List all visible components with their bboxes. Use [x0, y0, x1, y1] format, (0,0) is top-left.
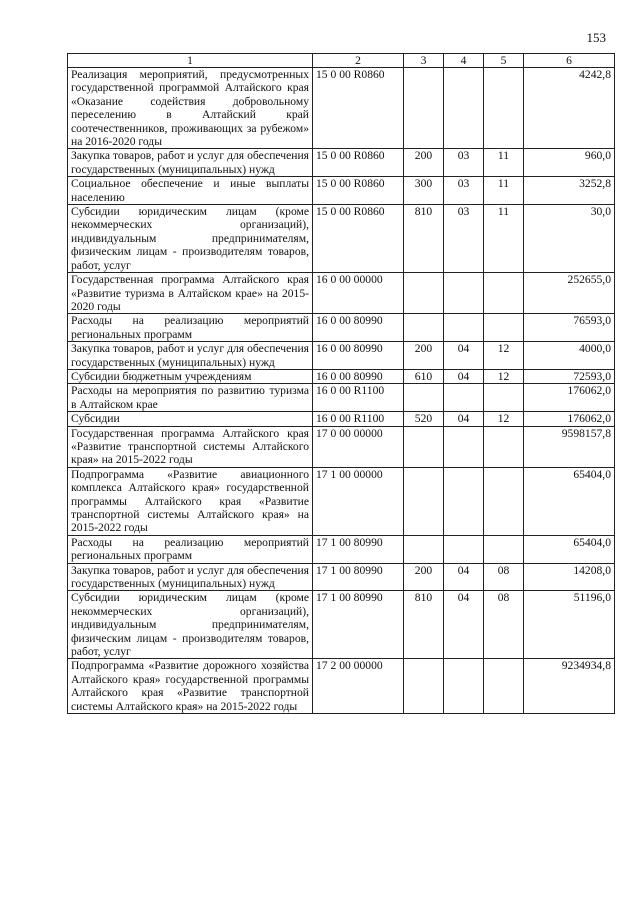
row-amount: 65404,0 — [524, 535, 615, 563]
row-amount: 176062,0 — [524, 412, 615, 426]
row-subsection: 11 — [484, 205, 524, 273]
row-amount: 76593,0 — [524, 314, 615, 342]
row-target-code: 15 0 00 R0860 — [313, 177, 404, 205]
row-target-code: 17 1 00 00000 — [313, 467, 404, 535]
table-row — [68, 369, 615, 383]
row-description: Подпрограмма «Развитие авиационного комплекса Алтайского края» государственной программы Алтайского края «Развитие транспортной системы Алтайского края» на 2015-2022 годы — [68, 467, 313, 535]
row-subsection — [484, 273, 524, 314]
row-description: Закупка товаров, работ и услуг для обеспечения государственных (муниципальных) нужд — [68, 563, 313, 591]
row-subsection — [484, 384, 524, 412]
row-description: Субсидии юридическим лицам (кроме некоммерческих организаций), индивидуальным предпринимателям, физическим лицам - производителям товаров, работ, услуг — [68, 591, 313, 659]
row-section — [444, 384, 484, 412]
row-description: Расходы на реализацию мероприятий региональных программ — [68, 535, 313, 563]
row-section: 03 — [444, 149, 484, 177]
row-subsection — [484, 659, 524, 714]
row-section — [444, 426, 484, 467]
row-target-code: 17 1 00 80990 — [313, 591, 404, 659]
column-header: 4 — [444, 54, 484, 68]
table-row — [68, 314, 615, 342]
column-header: 3 — [404, 54, 444, 68]
row-amount: 9234934,8 — [524, 659, 615, 714]
row-expense-type: 300 — [404, 177, 444, 205]
row-subsection — [484, 467, 524, 535]
row-target-code: 17 1 00 80990 — [313, 535, 404, 563]
row-section: 03 — [444, 177, 484, 205]
row-expense-type — [404, 384, 444, 412]
column-header: 5 — [484, 54, 524, 68]
row-description: Закупка товаров, работ и услуг для обеспечения государственных (муниципальных) нужд — [68, 149, 313, 177]
row-subsection — [484, 314, 524, 342]
table-row — [68, 426, 615, 467]
table-row — [68, 467, 615, 535]
page-number: 153 — [586, 30, 606, 45]
row-target-code: 16 0 00 R1100 — [313, 384, 404, 412]
row-section — [444, 68, 484, 149]
table-row — [68, 591, 615, 659]
row-section — [444, 659, 484, 714]
column-header: 6 — [524, 54, 615, 68]
table-row — [68, 68, 615, 149]
row-description: Государственная программа Алтайского края «Развитие транспортной системы Алтайского края» на 2015-2022 годы — [68, 426, 313, 467]
row-subsection: 11 — [484, 149, 524, 177]
row-amount: 9598157,8 — [524, 426, 615, 467]
row-description: Закупка товаров, работ и услуг для обеспечения государственных (муниципальных) нужд — [68, 342, 313, 370]
table-row — [68, 177, 615, 205]
table-row — [68, 659, 615, 714]
row-amount: 4242,8 — [524, 68, 615, 149]
table-row — [68, 563, 615, 591]
row-subsection — [484, 535, 524, 563]
row-amount: 30,0 — [524, 205, 615, 273]
row-target-code: 16 0 00 00000 — [313, 273, 404, 314]
table-row — [68, 205, 615, 273]
table-row — [68, 149, 615, 177]
row-subsection: 12 — [484, 412, 524, 426]
row-expense-type: 610 — [404, 369, 444, 383]
row-description: Расходы на мероприятия по развитию туризма в Алтайском крае — [68, 384, 313, 412]
row-amount: 176062,0 — [524, 384, 615, 412]
row-target-code: 17 2 00 00000 — [313, 659, 404, 714]
table-row — [68, 384, 615, 412]
row-expense-type: 200 — [404, 342, 444, 370]
row-subsection — [484, 68, 524, 149]
row-subsection — [484, 426, 524, 467]
row-section — [444, 314, 484, 342]
row-subsection: 12 — [484, 369, 524, 383]
row-expense-type — [404, 273, 444, 314]
row-target-code: 15 0 00 R0860 — [313, 68, 404, 149]
row-section: 04 — [444, 412, 484, 426]
row-target-code: 15 0 00 R0860 — [313, 149, 404, 177]
row-description: Социальное обеспечение и иные выплаты населению — [68, 177, 313, 205]
row-section: 03 — [444, 205, 484, 273]
row-expense-type — [404, 535, 444, 563]
row-section: 04 — [444, 591, 484, 659]
row-section — [444, 273, 484, 314]
row-description: Подпрограмма «Развитие дорожного хозяйства Алтайского края» государственной программы Алтайского края «Развитие транспортной системы Алтайского края» на 2015-2022 годы — [68, 659, 313, 714]
row-expense-type — [404, 314, 444, 342]
row-expense-type: 200 — [404, 563, 444, 591]
row-expense-type — [404, 467, 444, 535]
row-expense-type — [404, 659, 444, 714]
row-target-code: 15 0 00 R0860 — [313, 205, 404, 273]
row-description: Субсидии — [68, 412, 313, 426]
row-amount: 72593,0 — [524, 369, 615, 383]
column-header: 1 — [68, 54, 313, 68]
row-expense-type: 810 — [404, 205, 444, 273]
row-expense-type: 200 — [404, 149, 444, 177]
budget-table — [67, 53, 615, 714]
row-target-code: 17 0 00 00000 — [313, 426, 404, 467]
table-row — [68, 412, 615, 426]
row-amount: 4000,0 — [524, 342, 615, 370]
row-amount: 960,0 — [524, 149, 615, 177]
row-expense-type: 810 — [404, 591, 444, 659]
row-section: 04 — [444, 369, 484, 383]
row-section: 04 — [444, 563, 484, 591]
table-row — [68, 273, 615, 314]
table-row — [68, 535, 615, 563]
row-expense-type — [404, 426, 444, 467]
row-amount: 252655,0 — [524, 273, 615, 314]
row-amount: 14208,0 — [524, 563, 615, 591]
row-description: Расходы на реализацию мероприятий региональных программ — [68, 314, 313, 342]
row-target-code: 16 0 00 80990 — [313, 342, 404, 370]
row-subsection: 08 — [484, 591, 524, 659]
row-section — [444, 535, 484, 563]
row-subsection: 12 — [484, 342, 524, 370]
row-subsection: 08 — [484, 563, 524, 591]
row-description: Субсидии юридическим лицам (кроме некоммерческих организаций), индивидуальным предпринимателям, физическим лицам - производителям товаров, работ, услуг — [68, 205, 313, 273]
row-subsection: 11 — [484, 177, 524, 205]
row-expense-type — [404, 68, 444, 149]
row-amount: 65404,0 — [524, 467, 615, 535]
row-section — [444, 467, 484, 535]
row-description: Реализация мероприятий, предусмотренных государственной программой Алтайского края «Оказание содействия добровольному переселению в Алтайский край соотечественников, проживающих за рубежом» на 2016-2020 годы — [68, 68, 313, 149]
row-target-code: 17 1 00 80990 — [313, 563, 404, 591]
row-target-code: 16 0 00 80990 — [313, 369, 404, 383]
row-section: 04 — [444, 342, 484, 370]
row-amount: 51196,0 — [524, 591, 615, 659]
table-row — [68, 342, 615, 370]
row-target-code: 16 0 00 R1100 — [313, 412, 404, 426]
column-header: 2 — [313, 54, 404, 68]
row-description: Субсидии бюджетным учреждениям — [68, 369, 313, 383]
row-target-code: 16 0 00 80990 — [313, 314, 404, 342]
row-expense-type: 520 — [404, 412, 444, 426]
table-header-row — [68, 54, 615, 68]
row-description: Государственная программа Алтайского края «Развитие туризма в Алтайском крае» на 2015-2020 годы — [68, 273, 313, 314]
row-amount: 3252,8 — [524, 177, 615, 205]
